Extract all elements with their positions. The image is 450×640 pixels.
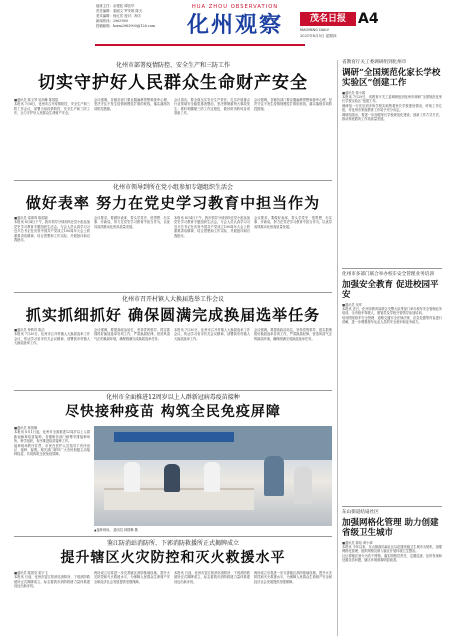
editor-line: 投稿邮箱：hzrm2963900@126.com [96, 24, 155, 28]
divider [14, 180, 332, 181]
paragraph: 社区将辖区划分为若干网格，落实网格员责任，定期巡查，及时发现和处置各类问题，辖区环境面貌明显改善。 [342, 553, 442, 563]
paragraph: 会议强调，各镇各部门要克服麻痹思想和侥幸心理，坚决守住不发生疫情规模性扩散的底线，落实落细各项防控措施。 [254, 98, 332, 111]
article-2 [14, 184, 332, 290]
paragraph: 会议强调，要提高政治站位，坚持党的领导，抓实抓细抓好换届选举各项工作，严肃换届纪律，营造风清气正的换届环境，确保圆满完成换届选举任务。 [254, 328, 332, 341]
article-4 [14, 394, 332, 534]
editor-line: 值班主任：余建虹 谭宜华 [96, 4, 135, 8]
divider [14, 390, 332, 391]
article-body [174, 98, 250, 176]
side-article-2 [342, 272, 442, 504]
article-byline: ■通讯员 陈玉琴 吴润琳 陈国铭 [14, 98, 59, 102]
article-headline: 做好表率 努力在党史学习教育中担当作为 [25, 194, 321, 212]
paragraph: 调研组一行先后到多所学校实地察看家长学校建设情况，听取工作汇报，对化州市家庭教育工作给予充分肯定。 [342, 103, 442, 113]
article-5 [14, 540, 332, 636]
article-body [254, 571, 332, 635]
side-body [342, 541, 442, 625]
photo-person [164, 464, 180, 492]
paper-pinyin: MAOMING DAILY [300, 28, 330, 32]
article-headline: 提升辖区火灾防控和灭火救援水平 [60, 550, 286, 566]
paragraph: 会议指出，要全面压实安全生产责任，扎实开展重点行业领域安全隐患排查整治，坚决遏制重特大事故发生；要时刻绷紧三防工作这根弦，做好防汛防风各项准备工作。 [174, 98, 250, 116]
photo-person [294, 466, 312, 504]
article-headline: 抓实抓细抓好 确保圆满完成换届选举任务 [25, 306, 321, 324]
side-headline: 调研“全国规范化家长学校实验区”创建工作 [342, 67, 441, 88]
article-3 [14, 296, 332, 388]
issue-date: 2021年8月5日 星期四 [300, 34, 337, 38]
article-body [14, 216, 90, 288]
paragraph: 本报讯 8月4日下午，我市领导分别到所在党小组参加党史学习教育专题组织生活会。与会人员认真学习习近平总书记在庆祝中国共产党成立100周年大会上的重要讲话精神，结合思想和工作实际，开展批评和自我批评。 [174, 216, 250, 238]
paragraph: 本报讯 近日，化州市教育局联合交警大队等部门举办校车安全管理业务培训，全市校车驾驶人、照管员及学校分管领导参加培训。 [342, 307, 442, 316]
article-kicker: 化州市部署疫情防控、安全生产和三防工作 [115, 62, 230, 69]
divider [14, 292, 332, 293]
side-headline: 加强安全教育 促进校园平安 [342, 279, 439, 300]
paragraph: 本报讯 8月4日下午，我市领导分别到所在党小组参加党史学习教育专题组织生活会。与会人员认真学习习近平总书记在庆祝中国共产党成立100周年大会上的重要讲话精神，结合思想和工作实际，开展批评和自我批评。 [14, 220, 90, 243]
side-headline: 加强网格化管理 助力创建省级卫生城市 [342, 517, 439, 538]
article-body [174, 328, 250, 386]
article-byline: ■通讯员 陈小娟 [342, 90, 366, 95]
article-byline: ■通讯员 钟利祥 陈活 [14, 328, 45, 332]
article-kicker: 鉴江防消站消防所、下郭消防救援所正式揭牌成立 [106, 540, 239, 547]
editor-line: 责任编辑：梁丽文 罗安琪 陈天 [96, 9, 143, 13]
paragraph: 本报讯 日前，化州市鉴江防消站消防所、下郭消防救援所正式揭牌成立，标志着我市消防救援力量体系建设迈出新步伐。 [174, 571, 250, 584]
article-body [94, 328, 170, 386]
photo-caption: ▲接种现场。 通讯员 林国琳 摄 [94, 528, 138, 532]
article-body [174, 571, 250, 635]
article-body [174, 216, 250, 288]
photo-person [124, 462, 140, 492]
article-kicker: 化州市领导到所在党小组参加专题组织生活会 [112, 184, 233, 191]
paragraph: 调研组指出，要进一步加强家长学校规范化建设，创新工作方式方法，推动家庭教育工作高质量发展。 [342, 112, 442, 122]
photo-person [264, 456, 284, 496]
divider [342, 506, 442, 507]
paragraph: 会议要求，要做好表率，带头学党史、悟思想、办实事、开新局，努力在党史学习教育中担当作为，以优异成绩推动化州高质量发展。 [94, 216, 170, 229]
article-body [254, 328, 332, 386]
page-number: A4 [358, 11, 379, 27]
article-byline: ■通讯员 陈绍 黄小翠 [342, 540, 373, 545]
article-kicker: 化州市全面推进12周岁以上人群新冠病毒疫苗接种 [106, 394, 240, 401]
photo-person [204, 462, 220, 492]
article-byline: ■通讯员 林国琳 [14, 426, 38, 430]
paragraph: 本报讯 7月6日，化州市召开疫情防控、安全生产和三防工作会议，部署当前疫情防控、安全生产和三防工作，全力守护好人民群众生命财产安全。 [14, 102, 90, 116]
photo-banner [114, 432, 234, 442]
side-body [342, 303, 442, 479]
editor-line: 美术编辑：杨红茗 校对：海宇 [96, 14, 142, 18]
editor-info [96, 4, 176, 29]
paragraph: 本报讯 8月1日起，化州市全面推进12周岁以上人群新冠病毒疫苗接种，各镇街各部门统筹安排接种场所，科学组织，有序推进疫苗接种工作。 [14, 430, 90, 444]
paragraph: 接种现场秩序井然，市民在医护人员指导下有序登记、接种、留观。相关部门呼吁广大市民积极主动接种疫苗，共同构筑全民免疫屏障。 [14, 443, 90, 457]
column-divider [337, 60, 338, 636]
article-headline: 切实守护好人民群众生命财产安全 [38, 73, 308, 93]
masthead-rule [95, 44, 305, 46]
paragraph: 会议要求，要做好表率，带头学党史、悟思想、办实事、开新局，努力在党史学习教育中担当作为，以优异成绩推动化州高质量发展。 [254, 216, 332, 229]
article-body [254, 216, 332, 288]
paper-logo: 茂名日报 [300, 12, 356, 26]
article-body [14, 98, 90, 176]
article-1 [14, 60, 332, 178]
side-article-1 [342, 60, 442, 266]
article-body [254, 98, 332, 176]
article-headline: 尽快接种疫苗 构筑全民免疫屏障 [65, 404, 281, 420]
article-body [94, 571, 170, 635]
section-pinyin: HUA ZHOU OBSERVATION [191, 4, 279, 10]
paragraph: 两所成立后将进一步完善辖区消防基础设施，提升火灾防控和灭火救援水平，为保障人民群众生命财产安全和经济社会发展提供坚强保障。 [254, 571, 332, 584]
paragraph: 两所成立后将进一步完善辖区消防基础设施，提升火灾防控和灭火救援水平，为保障人民群众生命财产安全和经济社会发展提供坚强保障。 [94, 571, 170, 584]
article-kicker: 化州市召开村镇人大换届选举工作会议 [121, 296, 224, 303]
article-body [14, 328, 90, 386]
article-byline: ■通讯员 陈国亮 梁宇飞 [14, 571, 48, 575]
vaccination-photo [94, 426, 332, 526]
divider [14, 536, 332, 537]
section-title: 化州观察 [186, 12, 283, 38]
paragraph: 会议强调，要提高政治站位，坚持党的领导，抓实抓细抓好换届选举各项工作，严肃换届纪律，营造风清气正的换届环境，确保圆满完成换届选举任务。 [94, 328, 170, 341]
divider [342, 268, 442, 269]
paragraph: 培训围绕校车安全管理、道路交通安全法律法规、应急处置等内容进行讲解，进一步增强校车从业人员的安全意识和业务能力。 [342, 315, 442, 325]
paragraph: 本报讯 7月29日，省教育厅关工委调研组到化州市调研“全国规范化家长学校实验区”创建工作。 [342, 95, 442, 104]
masthead [0, 0, 450, 46]
article-body [94, 216, 170, 288]
paragraph: 本报讯 今年以来，东山街道结扇社区以创建省级卫生城市为契机，加强网格化管理，组织网格员深入辖区开展环境卫生整治。 [342, 545, 442, 554]
side-kicker: 东山街道结扇社区 [342, 510, 379, 515]
side-body [342, 91, 442, 241]
article-body [14, 571, 90, 635]
side-kicker: 省教育厅关工委调研组到化州市 [342, 60, 407, 65]
paragraph: 本报讯 7月30日，化州市召开村镇人大换届选举工作会议，传达学习省市有关会议精神，部署我市村镇人大换届选举工作。 [14, 332, 90, 346]
side-kicker: 化州市多部门联合举办校车安全管理业务培训 [342, 272, 434, 277]
paragraph: 本报讯 日前，化州市鉴江防消站消防所、下郭消防救援所正式揭牌成立，标志着我市消防救援力量体系建设迈出新步伐。 [14, 575, 90, 589]
article-body [14, 426, 90, 532]
article-byline: ■通讯员 吴军 [342, 302, 362, 307]
paragraph: 会议强调，各镇各部门要克服麻痹思想和侥幸心理，坚决守住不发生疫情规模性扩散的底线，落实落细各项防控措施。 [94, 98, 170, 111]
editor-line: 新闻热线：2963900 [96, 19, 129, 23]
paragraph: 本报讯 7月30日，化州市召开村镇人大换届选举工作会议，传达学习省市有关会议精神，部署我市村镇人大换届选举工作。 [174, 328, 250, 341]
article-byline: ■通讯员 梁翠珠 陈韶颖 [14, 216, 48, 220]
side-article-3 [342, 510, 442, 636]
article-body [94, 98, 170, 176]
